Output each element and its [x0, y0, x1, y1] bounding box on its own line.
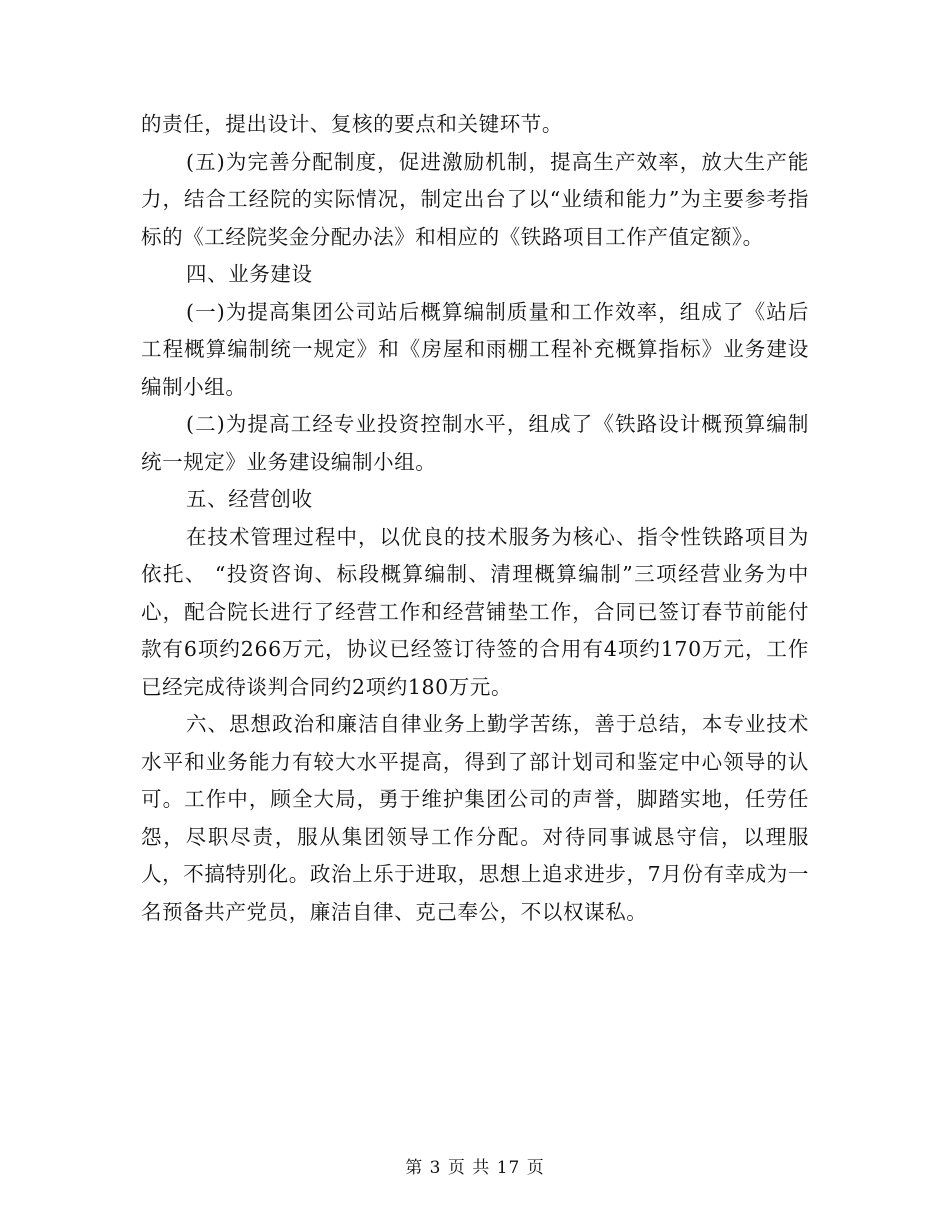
- document-body: [141, 106, 809, 931]
- paragraph-business-item-one: (一)为提高集团公司站后概算编制质量和工作效率，组成了《站后工程概算编制统一规定》和《房屋和雨棚工程补充概算指标》业务建设编制小组。: [141, 299, 809, 399]
- section-heading-operations-revenue: 五、经营创收: [186, 487, 313, 511]
- paragraph-business-item-two: (二)为提高工经专业投资控制水平，组成了《铁路设计概预算编制统一规定》业务建设编制小组。: [141, 412, 809, 474]
- paragraph-political-integrity: 六、思想政治和廉洁自律业务上勤学苦练，善于总结，本专业技术水平和业务能力有较大水平提高，得到了部计划司和鉴定中心领导的认可。工作中，顾全大局，勇于维护集团公司的声誉，脚踏实地，任劳任怨，尽职尽责，服从集团领导工作分配。对待同事诚恳守信，以理服人，不搞特别化。政治上乐于进取，思想上追求进步，7月份有幸成为一名预备共产党员，廉洁自律、克己奉公，不以权谋私。: [141, 712, 809, 924]
- paragraph-section-five-item: (五)为完善分配制度，促进激励机制，提高生产效率，放大生产能力，结合工经院的实际情况，制定出台了以“业绩和能力”为主要参考指标的《工经院奖金分配办法》和相应的《铁路项目工作产值定额》。: [141, 149, 809, 249]
- paragraph-continuation: 的责任，提出设计、复核的要点和关键环节。: [141, 112, 563, 136]
- section-heading-business-construction: 四、业务建设: [186, 262, 313, 286]
- paragraph-operations-revenue: 在技术管理过程中，以优良的技术服务为核心、指令性铁路项目为依托、 “投资咨询、标段概算编制、清理概算编制”三项经营业务为中心，配合院长进行了经营工作和经营铺垫工作，合同已签订春节前能付款有6项约266万元，协议已经签订待签的合用有4项约170万元，工作已经完成待谈判合同约2项约180万元。: [141, 524, 809, 699]
- page-number-footer: 第 3 页 共 17 页: [405, 1158, 545, 1178]
